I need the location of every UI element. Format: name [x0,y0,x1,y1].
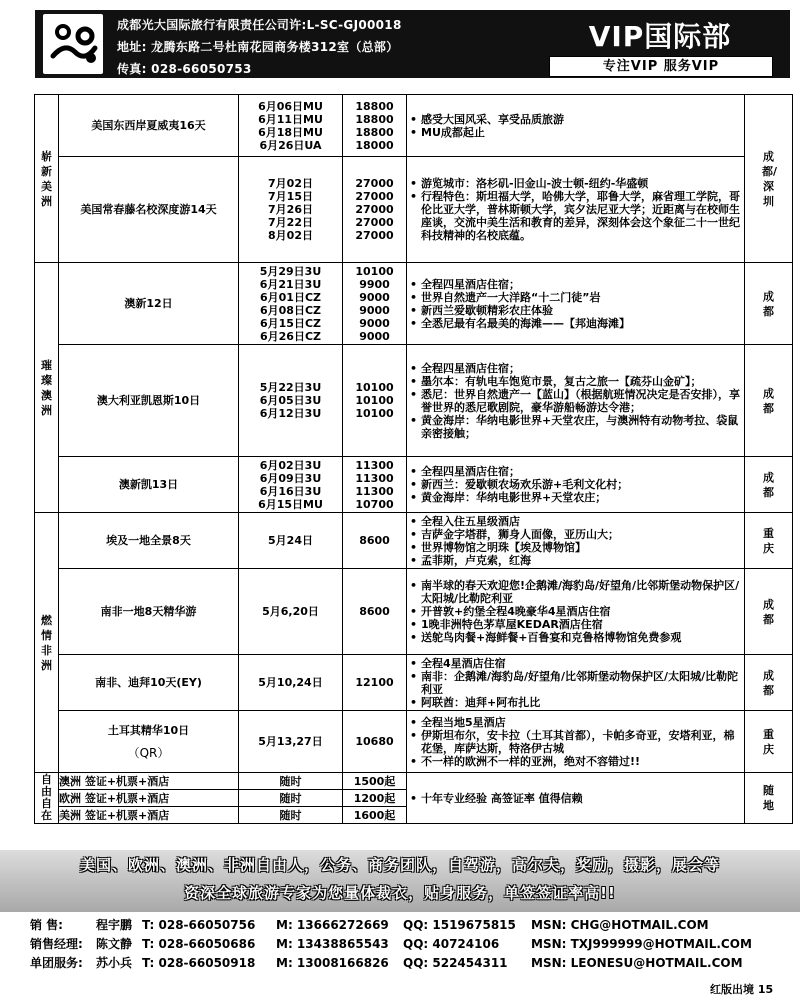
table-row [35,457,793,513]
table-row [35,655,793,711]
contact-name: 程宇鹏 [96,918,133,932]
region-label: 崭新美洲 [35,95,59,263]
contact-qq: QQ: 522454311 [403,956,508,970]
contact-tel: T: 028-66050918 [142,956,256,970]
tour-name: 土耳其精华10日 （QR） [59,711,239,773]
tour-highlights: • 全程四星酒店住宿； • 新西兰：爱歇顿农场欢乐游+毛利文化村； • 黄金海岸：华纳电影世界+天堂农庄； [407,457,745,513]
departure-city: 重庆 [745,513,793,569]
table-row [35,263,793,345]
contact-tel: T: 028-66050756 [142,918,256,932]
tour-name: 澳新凯13日 [59,457,239,513]
promo-line-1: 美国、欧洲、澳洲、非洲自由人，公务、商务团队，自驾游，高尔夫，奖励，摄影，展会等 [79,856,720,874]
tour-highlights: • 全程当地5星酒店 • 伊斯坦布尔，安卡拉（土耳其首都），卡帕多奇亚，安塔利亚，棉花堡，库萨达斯，特洛伊古城 • 不一样的欧洲不一样的亚洲，绝对不容错过!! [407,711,745,773]
tour-dates: 5月29日3U 6月21日3U 6月01日CZ 6月08日CZ 6月15日CZ 6月26日CZ [239,263,343,345]
tour-prices: 10100 10100 10100 [343,345,407,457]
logo-graphic-icon [43,14,103,74]
contact-mobile: M: 13666272669 [276,918,389,932]
tour-prices: 12100 [343,655,407,711]
tour-highlights: • 全程4星酒店住宿 • 南非：企鹅滩/海豹岛/好望角/比邻斯堡动物保护区/太阳城/比勒陀利亚 • 阿联酋：迪拜+阿布扎比 [407,655,745,711]
contact-row [30,916,709,933]
tour-name: 南非一地8天精华游 [59,569,239,655]
tour-prices: 8600 [343,513,407,569]
tour-highlights: • 全程入住五星级酒店 • 吉萨金字塔群，狮身人面像，亚历山大； • 世界博物馆之明珠【埃及博物馆】 • 孟菲斯，卢克索，红海 [407,513,745,569]
free-package-name: 欧洲 签证+机票+酒店 [59,790,239,807]
tour-dates: 5月10,24日 [239,655,343,711]
header-bar [35,10,790,78]
table-row [35,773,793,790]
tour-highlights: • 十年专业经验 高签证率 值得信赖 [407,773,745,824]
region-label: 璀璨澳洲 [35,263,59,513]
free-package-time: 随时 [239,790,343,807]
tour-highlights: • 全程四星酒店住宿； • 墨尔本：有轨电车饱览市景，复古之旅一【疏芬山金矿】； • 悉尼：世界自然遗产一【蓝山】（根据航班情况决定是否安排），享誉世界的悉尼歌剧院，豪华游船畅游达令港； • 黄金海岸：华纳电影世界+天堂农庄，与澳洲特有动物考拉、袋鼠亲密接触； [407,345,745,457]
departure-city: 成都 [745,569,793,655]
contact-label: 销售经理: [30,937,83,951]
contact-label: 销 售: [30,918,63,932]
region-label: 自由自在 [35,773,59,824]
free-package-name: 美洲 签证+机票+酒店 [59,807,239,824]
table-row [35,569,793,655]
tour-prices: 27000 27000 27000 27000 27000 [343,157,407,263]
contact-mobile: M: 13008166826 [276,956,389,970]
free-package-price: 1500起 [343,773,407,790]
tour-highlights: • 游览城市：洛杉矶-旧金山-波士顿-纽约-华盛顿 • 行程特色：斯坦福大学，哈佛大学，耶鲁大学，麻省理工学院，哥伦比亚大学，普林斯顿大学，宾夕法尼亚大学；近距离与在校师生座谈，交流中美生活和教育的差异，深刻体会这个象征二十一世纪科技精神的名校底蕴。 [407,157,745,263]
departure-city: 成都 [745,457,793,513]
free-package-name: 澳洲 签证+机票+酒店 [59,773,239,790]
tour-name: 澳大利亚凯恩斯10日 [59,345,239,457]
table-row [35,513,793,569]
tour-name: 美国常春藤名校深度游14天 [59,157,239,263]
tour-prices: 10680 [343,711,407,773]
page-number: 15 [757,983,774,996]
free-package-time: 随时 [239,807,343,824]
contact-msn: MSN: LEONESU@HOTMAIL.COM [531,956,743,970]
contact-qq: QQ: 1519675815 [403,918,516,932]
tour-dates: 5月6,20日 [239,569,343,655]
contact-row [30,954,743,971]
free-package-price: 1200起 [343,790,407,807]
contact-name: 苏小兵 [96,956,133,970]
tour-prices: 18800 18800 18800 18000 [343,95,407,157]
table-row [35,95,793,157]
page-footer [710,981,773,997]
tour-name: 澳新12日 [59,263,239,345]
tour-table [34,94,793,824]
promo-line-2: 资深全球旅游专家为您量体裁衣，贴身服务，单签签证率高!! [184,884,616,902]
vip-slogan: 专注VIP 服务VIP [549,56,773,77]
company-address: 地址: 龙腾东路二号杜南花园商务楼312室（总部） [117,40,399,54]
tour-highlights: • 全程四星酒店住宿； • 世界自然遗产一大洋路“十二门徒”岩 • 新西兰爱歇顿精彩农庄体验 • 全悉尼最有名最美的海滩——【邦迪海滩】 [407,263,745,345]
departure-city: 成都 [745,655,793,711]
contact-msn: MSN: CHG@HOTMAIL.COM [531,918,709,932]
vip-title: VIP国际部 [588,20,732,53]
departure-city: 重庆 [745,711,793,773]
contact-row [30,935,752,952]
tour-prices: 8600 [343,569,407,655]
tour-prices: 11300 11300 11300 10700 [343,457,407,513]
tour-dates: 7月02日 7月15日 7月26日 7月22日 8月02日 [239,157,343,263]
table-row [35,711,793,773]
tour-dates: 5月22日3U 6月05日3U 6月12日3U [239,345,343,457]
section-name: 红版出境 [710,983,754,996]
departure-city: 成都 [745,345,793,457]
tour-highlights: • 感受大国风采、享受品质旅游 • MU成都起止 [407,95,745,157]
table-row [35,157,793,263]
contact-qq: QQ: 40724106 [403,937,500,951]
company-logo [43,14,103,74]
tour-dates: 6月06日MU 6月11日MU 6月18日MU 6月26日UA [239,95,343,157]
departure-city: 随地 [745,773,793,824]
tour-name: 南非、迪拜10天(EY) [59,655,239,711]
tour-dates: 6月02日3U 6月09日3U 6月16日3U 6月15日MU [239,457,343,513]
company-fax: 传真: 028-66050753 [117,62,252,76]
company-name: 成都光大国际旅行有限责任公司许:L-SC-GJ00018 [117,18,402,32]
tour-dates: 5月13,27日 [239,711,343,773]
contact-tel: T: 028-66050686 [142,937,256,951]
departure-city: 成都/深圳 [745,95,793,263]
contact-msn: MSN: TXJ999999@HOTMAIL.COM [531,937,752,951]
free-package-time: 随时 [239,773,343,790]
tour-prices: 10100 9900 9000 9000 9000 9000 [343,263,407,345]
tour-highlights: • 南半球的春天欢迎您!企鹅滩/海豹岛/好望角/比邻斯堡动物保护区/太阳城/比勒陀利亚 • 开普敦+约堡全程4晚豪华4星酒店住宿 • 1晚非洲特色茅草屋KEDAR酒店住宿 • 送鸵鸟肉餐+海鲜餐+百鲁宴和克鲁格博物馆免费参观 [407,569,745,655]
tour-name: 美国东西岸夏威夷16天 [59,95,239,157]
tour-dates: 5月24日 [239,513,343,569]
table-row [35,345,793,457]
contact-label: 单团服务: [30,956,83,970]
contact-name: 陈文静 [96,937,133,951]
free-package-price: 1600起 [343,807,407,824]
contact-mobile: M: 13438865543 [276,937,389,951]
departure-city: 成都 [745,263,793,345]
region-label: 燃情非洲 [35,513,59,773]
tour-name: 埃及一地全景8天 [59,513,239,569]
